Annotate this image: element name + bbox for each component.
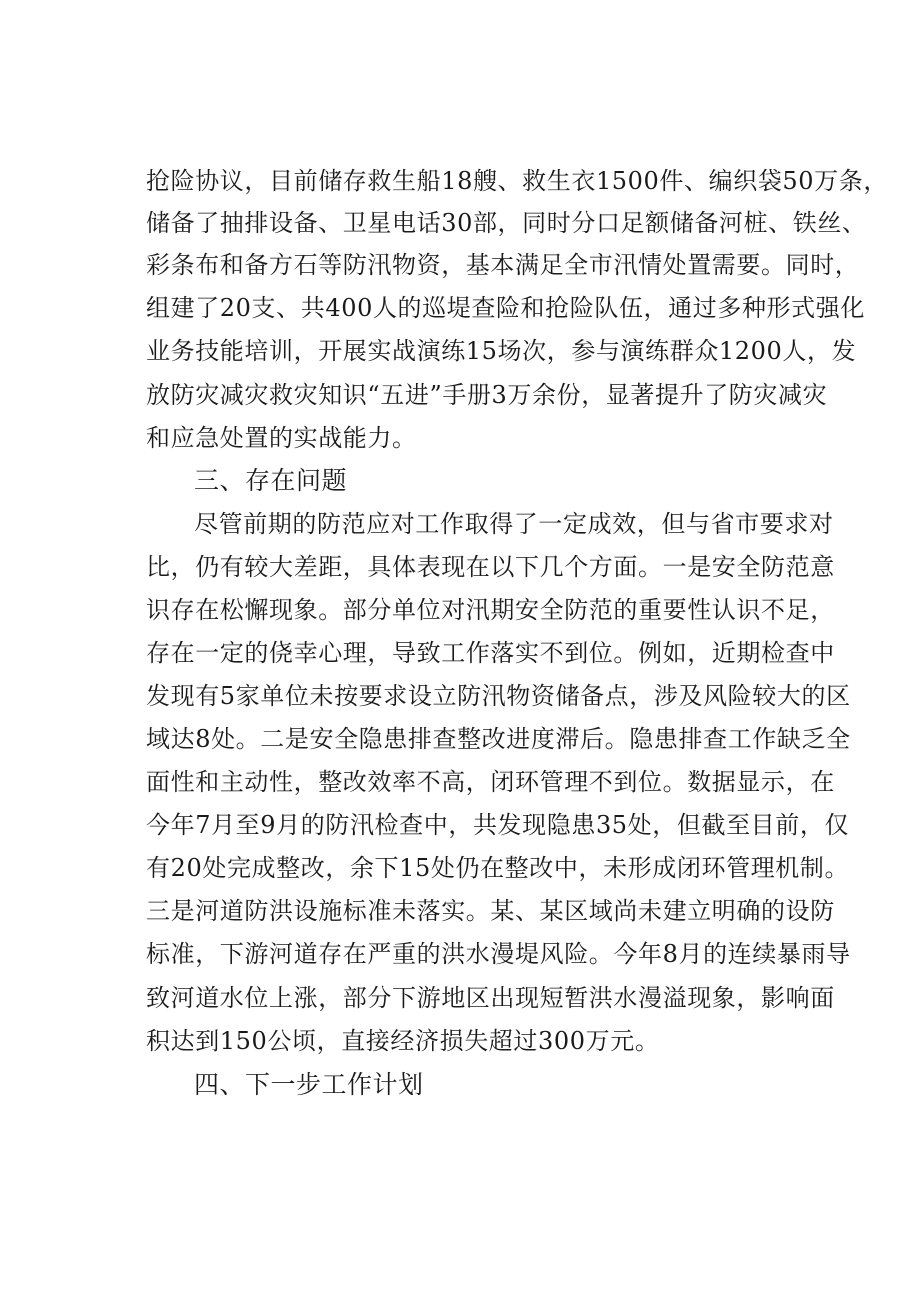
paragraph-line: 放防灾减灾救灾知识“五进”手册3万余份，显著提升了防灾减灾 (146, 381, 828, 409)
paragraph-line: 发现有5家单位未按要求设立防汛物资储备点，涉及风险较大的区 (146, 682, 851, 710)
paragraph-line: 储备了抽排设备、卫星电话30部，同时分口足额储备河桩、铁丝、 (146, 209, 867, 237)
paragraph-line: 积达到150公顷，直接经济损失超过300万元。 (146, 1027, 660, 1055)
paragraph-line: 和应急处置的实战能力。 (146, 424, 417, 452)
paragraph-line: 存在一定的侥幸心理，导致工作落实不到位。例如，近期检查中 (146, 639, 835, 667)
paragraph-line: 有20处完成整改，余下15处仍在整改中，未形成闭环管理机制。 (146, 854, 850, 882)
paragraph-line: 尽管前期的防范应对工作取得了一定成效，但与省市要求对 (194, 510, 834, 538)
paragraph-line: 今年7月至9月的防汛检查中，共发现隐患35处，但截至目前，仅 (146, 811, 850, 839)
paragraph-line: 抢险协议，目前储存救生船18艘、救生衣1500件、编织袋50万条， (146, 167, 888, 195)
paragraph-line: 面性和主动性，整改效率不高，闭环管理不到位。数据显示，在 (146, 768, 835, 796)
paragraph-line: 业务技能培训，开展实战演练15场次，参与演练群众1200人，发 (146, 337, 857, 365)
paragraph-line: 组建了20支、共400人的巡堤查险和抢险队伍，通过多种形式强化 (146, 294, 865, 322)
paragraph-line: 彩条布和备方石等防汛物资，基本满足全市汛情处置需要。同时， (146, 251, 860, 279)
section-heading-next-steps: 四、下一步工作计划 (194, 1070, 424, 1099)
paragraph-line: 识存在松懈现象。部分单位对汛期安全防范的重要性认识不足， (146, 596, 835, 624)
paragraph-line: 致河道水位上涨，部分下游地区出现短暂洪水漫溢现象，影响面 (146, 984, 835, 1012)
paragraph-line: 比，仍有较大差距，具体表现在以下几个方面。一是安全防范意 (146, 553, 835, 581)
section-heading-problems: 三、存在问题 (194, 466, 348, 495)
paragraph-line: 域达8处。二是安全隐患排查整改进度滞后。隐患排查工作缺乏全 (146, 725, 851, 753)
paragraph-line: 标准，下游河道存在严重的洪水漫堤风险。今年8月的连续暴雨导 (146, 940, 851, 968)
paragraph-line: 三是河道防洪设施标准未落实。某、某区域尚未建立明确的设防 (146, 897, 835, 925)
